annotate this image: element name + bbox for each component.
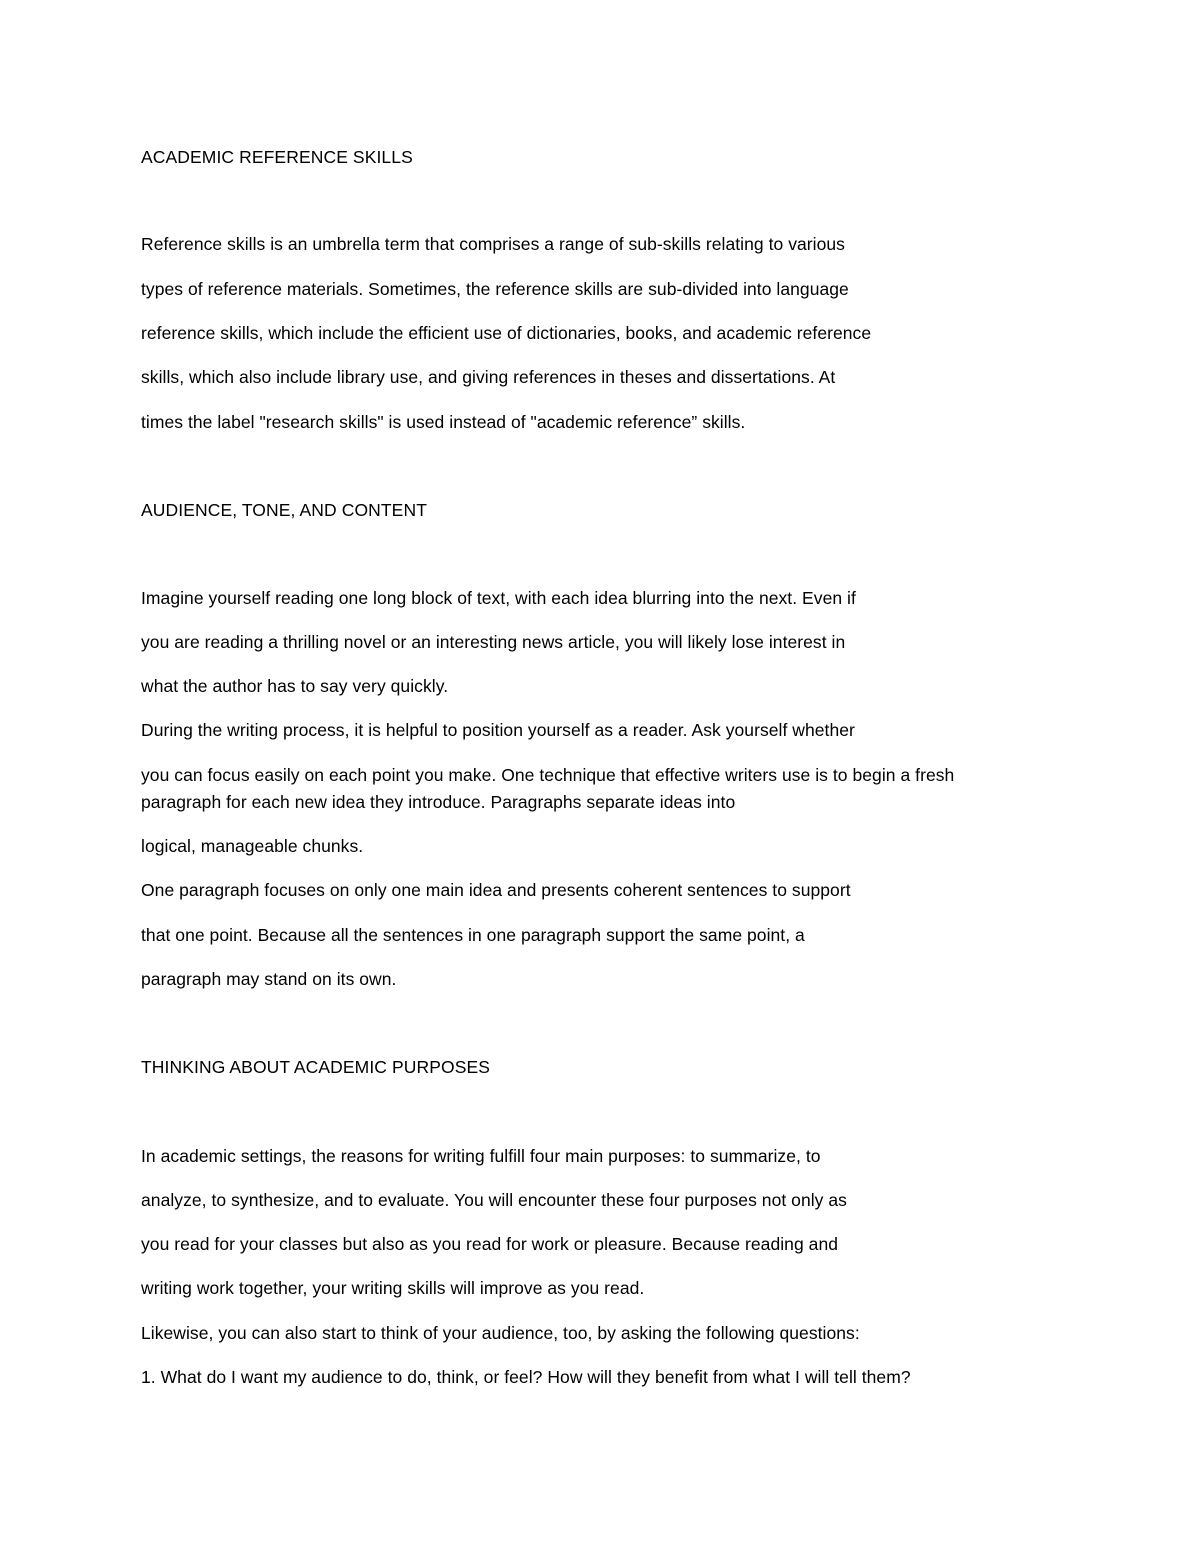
paragraph-line: what the author has to say very quickly. (141, 676, 449, 696)
paragraph-line: writing work together, your writing skills will improve as you read. (141, 1278, 645, 1298)
section-heading-academic-purposes: THINKING ABOUT ACADEMIC PURPOSES (141, 1057, 491, 1077)
paragraph-line: Reference skills is an umbrella term that comprises a range of sub-skills relating to various (141, 234, 845, 254)
section-heading-audience: AUDIENCE, TONE, AND CONTENT (141, 500, 427, 520)
paragraph-line: paragraph may stand on its own. (141, 969, 397, 989)
paragraph-line: reference skills, which include the efficient use of dictionaries, books, and academic reference (141, 323, 872, 343)
paragraph-line: In academic settings, the reasons for writing fulfill four main purposes: to summarize, to (141, 1146, 821, 1166)
paragraph-line: Imagine yourself reading one long block of text, with each idea blurring into the next. Even if (141, 588, 856, 608)
paragraph-line: types of reference materials. Sometimes, the reference skills are sub-divided into language (141, 279, 849, 299)
paragraph-line: During the writing process, it is helpful to position yourself as a reader. Ask yourself whether (141, 720, 855, 740)
paragraph-line: you can focus easily on each point you make. One technique that effective writers use is to begin a fresh (141, 765, 955, 785)
numbered-question: 1. What do I want my audience to do, think, or feel? How will they benefit from what I will tell them? (141, 1367, 911, 1387)
paragraph-line: One paragraph focuses on only one main idea and presents coherent sentences to support (141, 880, 851, 900)
paragraph-line: you read for your classes but also as you read for work or pleasure. Because reading and (141, 1234, 839, 1254)
paragraph-line: skills, which also include library use, and giving references in theses and dissertations. At (141, 367, 836, 387)
paragraph-line: logical, manageable chunks. (141, 836, 364, 856)
paragraph-line: paragraph for each new idea they introduce. Paragraphs separate ideas into (141, 792, 736, 812)
paragraph-line: times the label "research skills" is used instead of "academic reference” skills. (141, 412, 746, 432)
paragraph-line: analyze, to synthesize, and to evaluate. You will encounter these four purposes not only as (141, 1190, 847, 1210)
paragraph-line: Likewise, you can also start to think of your audience, too, by asking the following questions: (141, 1323, 860, 1343)
paragraph-line: you are reading a thrilling novel or an interesting news article, you will likely lose interest in (141, 632, 846, 652)
section-heading-reference-skills: ACADEMIC REFERENCE SKILLS (141, 147, 413, 167)
paragraph-line: that one point. Because all the sentences in one paragraph support the same point, a (141, 925, 805, 945)
